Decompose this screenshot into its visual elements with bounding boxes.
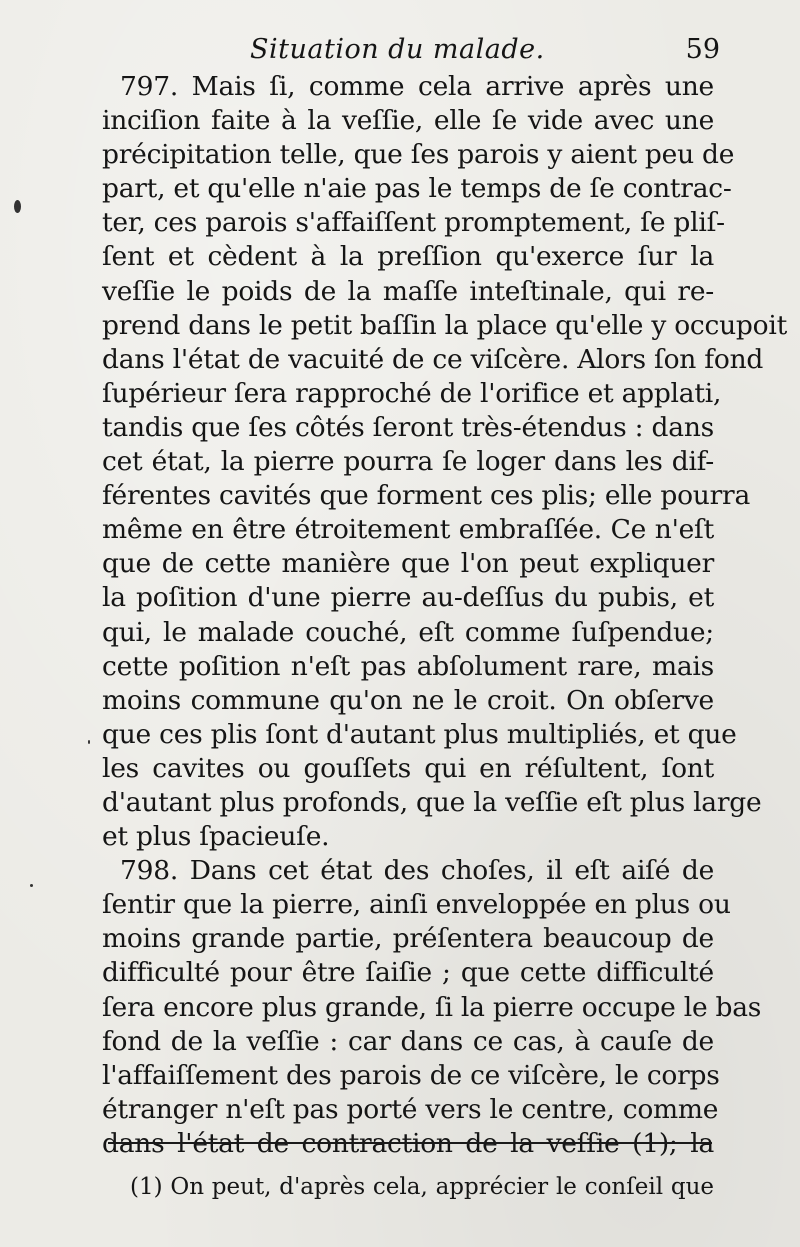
- text-line: cette poſition n'eſt pas abſolument rare, mais: [102, 650, 714, 682]
- text-line: férentes cavités que forment ces plis; elle pourra: [102, 480, 750, 512]
- text-line: qui, le malade couché, eſt comme ſuſpendue;: [102, 616, 714, 648]
- text-line: inciſion faite à la veſſie, elle ſe vide avec une: [102, 105, 714, 137]
- text-line: et plus ſpacieuſe.: [102, 821, 330, 853]
- text-line: moins commune qu'on ne le croit. On obſerve: [102, 684, 714, 716]
- text-line: 797. Mais ſi, comme cela arrive après une: [120, 71, 714, 102]
- text-line: l'affaiſſement des parois de ce viſcère, le corps: [102, 1059, 720, 1091]
- text-line: veſſie le poids de la maſſe inteſtinale, qui re-: [102, 275, 714, 307]
- text-line: dans l'état de contraction de la veſſie (1); la: [102, 1127, 714, 1159]
- text-line: tandis que ſes côtés ſeront très-étendus : dans: [102, 411, 714, 443]
- text-line: ter, ces parois s'affaiſſent promptement, ſe pliſ-: [102, 207, 725, 239]
- text-line: même en être étroitement embraſſée. Ce n'eſt: [102, 514, 714, 546]
- running-title: Situation du malade.: [250, 34, 545, 65]
- ink-speck: [88, 740, 90, 744]
- text-line: ſentir que la pierre, ainſi enveloppée en plus ou: [102, 889, 731, 921]
- footnote-rule: [108, 1142, 712, 1144]
- text-line: ſent et cèdent à la preſſion qu'exerce ſur la: [102, 241, 714, 273]
- text-line: ſera encore plus grande, ſi la pierre occupe le bas: [102, 991, 762, 1023]
- text-line: que de cette manière que l'on peut expliquer: [102, 548, 714, 580]
- ink-speck: [30, 884, 33, 887]
- page-number: 59: [685, 34, 720, 65]
- text-line: part, et qu'elle n'aie pas le temps de ſe contrac-: [102, 173, 732, 205]
- text-line: cet état, la pierre pourra ſe loger dans les dif-: [102, 446, 714, 478]
- text-line: précipitation telle, que ſes parois y aient peu de: [102, 139, 735, 171]
- text-line: étranger n'eſt pas porté vers le centre, comme: [102, 1093, 719, 1125]
- page-header: [100, 34, 720, 74]
- text-line: les cavites ou gouſſets qui en réſultent, ſont: [102, 752, 714, 784]
- ink-speck: [14, 200, 21, 213]
- text-line: fond de la veſſie : car dans ce cas, à cauſe de: [102, 1025, 714, 1057]
- text-line: 798. Dans cet état des choſes, il eſt aiſé de: [120, 855, 714, 887]
- text-line: ſupérieur ſera rapproché de l'orifice et applati,: [102, 377, 722, 409]
- footnote: (1) On peut, d'après cela, apprécier le conſeil que: [130, 1174, 714, 1200]
- text-line: la poſition d'une pierre au-deſſus du pubis, et: [102, 582, 714, 614]
- body-text: [102, 70, 787, 1161]
- text-line: d'autant plus profonds, que la veſſie eſt plus large: [102, 786, 762, 818]
- text-line: dans l'état de vacuité de ce viſcère. Alors ſon fond: [102, 343, 764, 375]
- text-line: difficulté pour être ſaiſie ; que cette difficulté: [102, 957, 714, 989]
- text-line: moins grande partie, préſentera beaucoup de: [102, 923, 714, 955]
- text-line: prend dans le petit baſſin la place qu'elle y occupoit: [102, 309, 787, 341]
- text-line: que ces plis ſont d'autant plus multipliés, et que: [102, 718, 737, 750]
